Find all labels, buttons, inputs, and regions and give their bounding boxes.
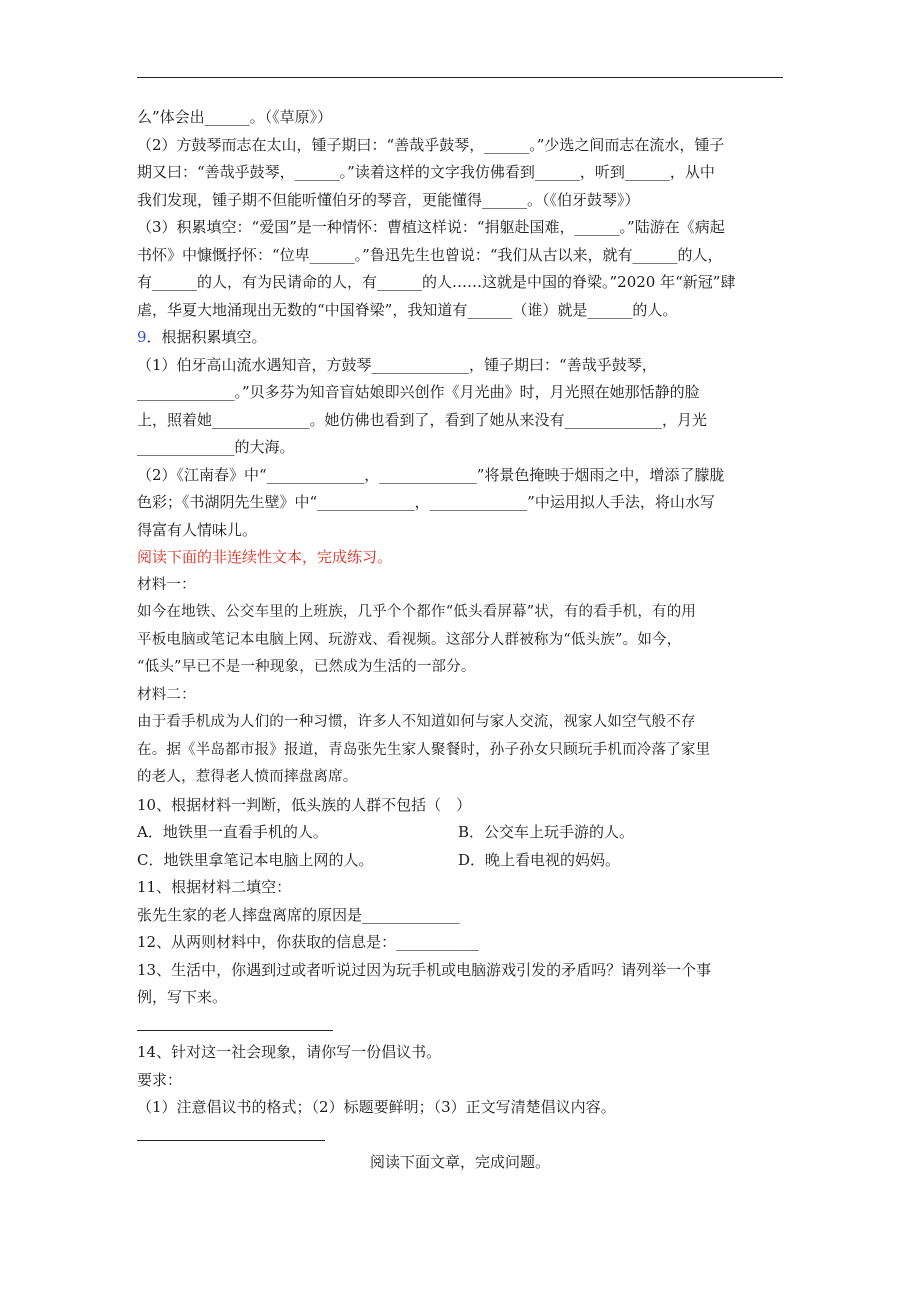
question-12-stem: 12、从两则材料中，你获取的信息是：___________ xyxy=(137,933,479,951)
question-11-stem: 11、根据材料二填空： xyxy=(137,878,292,896)
text-line: （2）方鼓琴而志在太山，锺子期曰：“善哉乎鼓琴，______。”少选之间而志在流水，锺子 xyxy=(137,135,725,154)
answer-blank-line xyxy=(137,1012,783,1040)
text-line: 虐，华夏大地涌现出无数的“中国脊梁”，我知道有______（谁）就是______的人。 xyxy=(137,300,678,319)
question-10-stem: 10、根据材料一判断，低头族的人群不包括（ ） xyxy=(137,795,472,814)
question-13-line: 13、生活中，你遇到过或者听说过因为玩手机或电脑游戏引发的矛盾吗？请列举一个事 xyxy=(137,960,712,979)
header-rule xyxy=(137,77,783,78)
requirements-text: （1）注意倡议书的格式；（2）标题要鲜明；（3）正文写清楚倡议内容。 xyxy=(137,1098,616,1116)
answer-blank-line xyxy=(137,1122,783,1150)
material-1-line: 平板电脑或笔记本电脑上网、玩游戏、看视频。这部分人群被称为“低头族”。如今， xyxy=(137,631,682,648)
option-a: A．地铁里一直看手机的人。 xyxy=(137,823,328,841)
material-2-line: 由于看手机成为人们的一种习惯，许多人不知道如何与家人交流，视家人如空气般不存 xyxy=(137,714,696,730)
question-13-line: 例，写下来。 xyxy=(137,988,228,1006)
option-row xyxy=(137,847,783,875)
text-line: _____________的大海。 xyxy=(137,438,295,456)
text-line: 得富有人情味儿。 xyxy=(137,520,258,539)
question-number: 9 xyxy=(137,328,147,346)
text-line: _____________。”贝多芬为知音盲姑娘即兴创作《月光曲》时，月光照在她那恬静的脸 xyxy=(137,383,700,401)
text-line: 书怀》中慷慨抒怀：“位卑______。”鲁迅先生也曾说：“我们从古以来，就有______的人， xyxy=(137,245,723,264)
text-line: 上，照着她_____________。她仿佛也看到了，看到了她从来没有_____________，月光 xyxy=(137,410,708,429)
option-row xyxy=(137,819,783,847)
material-1-line: “低头”早已不是一种现象，已然成为生活的一部分。 xyxy=(137,659,476,675)
footer-instruction: 阅读下面文章，完成问题。 xyxy=(369,1153,550,1171)
question-title: ．根据积累填空。 xyxy=(146,328,267,346)
option-d: D．晚上看电视的妈妈。 xyxy=(458,850,621,869)
document-content xyxy=(137,104,783,1177)
text-line: 期又曰：“善哉乎鼓琴，______。”读着这样的文字我仿佛看到______，听到______，从中 xyxy=(137,163,715,181)
requirements-label: 要求： xyxy=(137,1070,183,1089)
text-line: 有______的人，有为民请命的人，有______的人……这就是中国的脊梁。”2020 年“新冠”肆 xyxy=(137,273,736,291)
text-line: （2）《江南春》中“_____________，_____________”将景色掩映于烟雨之中，增添了朦胧 xyxy=(137,465,725,484)
material-2-line: 的老人，惹得老人愤而摔盘离席。 xyxy=(137,769,358,785)
text-line: （3）积累填空：“爱国”是一种情怀：曹植这样说：“捐躯赴国难，______。”陆游在《病起 xyxy=(137,218,725,236)
material-1-line: 如今在地铁、公交车里的上班族，几乎个个都作“低头看屏幕”状，有的看手机，有的用 xyxy=(137,604,697,620)
text-line: （1）伯牙高山流水遇知音，方鼓琴_____________，锺子期曰：“善哉乎鼓琴， xyxy=(137,355,657,374)
question-11-line: 张先生家的老人摔盘离席的原因是_____________ xyxy=(137,905,460,924)
option-b: B．公交车上玩手游的人。 xyxy=(458,823,635,841)
material-1-label: 材料一： xyxy=(137,576,196,593)
text-line: 色彩；《书湖阴先生壁》中“_____________，_____________”中运用拟人手法，将山水写 xyxy=(137,493,715,511)
material-2-line: 在。据《半岛都市报》报道，青岛张先生家人聚餐时，孙子孙女只顾玩手机而冷落了家里 xyxy=(137,741,711,758)
question-9-title xyxy=(137,324,783,352)
question-14-stem: 14、针对这一社会现象，请你写一份倡议书。 xyxy=(137,1043,442,1061)
text-line: 我们发现，锺子期不但能听懂伯牙的琴音，更能懂得______。（《伯牙鼓琴》） xyxy=(137,190,640,209)
material-2-label: 材料二： xyxy=(137,686,196,703)
option-c: C．地铁里拿笔记本电脑上网的人。 xyxy=(137,850,374,869)
reading-prompt: 阅读下面的非连续性文本，完成练习。 xyxy=(137,548,393,566)
text-line: 么”体会出______。（《草原》） xyxy=(137,108,333,126)
